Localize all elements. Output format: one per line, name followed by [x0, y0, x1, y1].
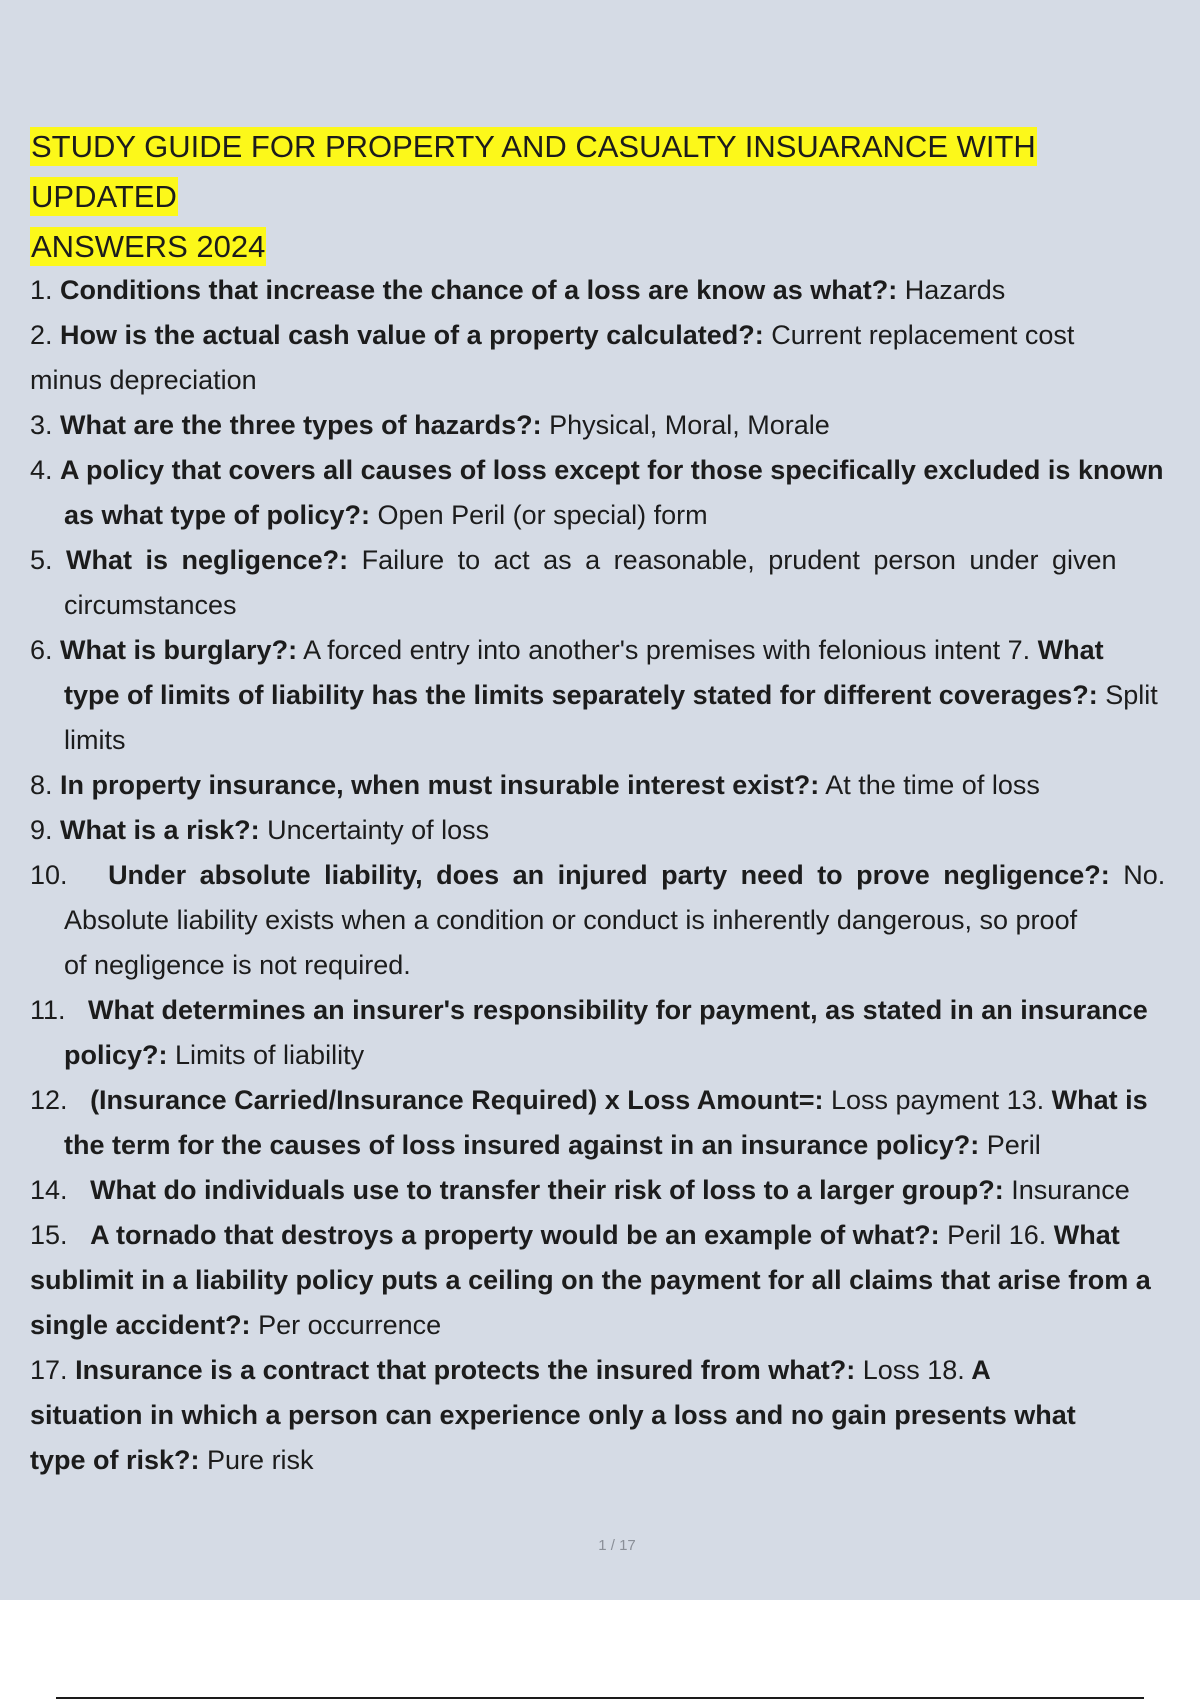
page-indicator: 1 / 17 [598, 1537, 636, 1554]
document-title [30, 122, 1180, 272]
item-number: 4. [30, 455, 53, 485]
question-text: Insurance is a contract that protects the insured from what?: [75, 1355, 856, 1385]
answer-text: Uncertainty of loss [259, 815, 490, 845]
question-text: type of risk?: [30, 1445, 200, 1475]
answer-text: Split [1097, 680, 1158, 710]
list-item [30, 763, 1200, 808]
answer-text: Peril [979, 1130, 1041, 1160]
answer-text: Peril 16. [939, 1220, 1047, 1250]
list-item [30, 268, 1200, 313]
question-text: the term for the causes of loss insured against in an insurance policy?: [64, 1130, 980, 1160]
answer-text: At the time of loss [819, 770, 1040, 800]
item-number: 8. [30, 770, 53, 800]
list-item [30, 403, 1200, 448]
question-text: A tornado that destroys a property would be an example of what?: [90, 1220, 940, 1250]
list-item [30, 1078, 1200, 1123]
answer-text: Insurance [1003, 1175, 1130, 1205]
question-text: situation in which a person can experience only a loss and no gain presents what [30, 1400, 1076, 1430]
question-text: single accident?: [30, 1310, 251, 1340]
list-item [30, 313, 1200, 358]
item-number: 1. [30, 275, 53, 305]
question-text: type of limits of liability has the limits separately stated for different coverages?: [64, 680, 1098, 710]
list-item [30, 448, 1200, 493]
list-item-continuation [30, 358, 1200, 403]
list-item-continuation [30, 1258, 1200, 1303]
item-number: 12. [30, 1085, 68, 1115]
title-line-2: ANSWERS 2024 [31, 229, 266, 264]
question-text: What determines an insurer's responsibility for payment, as stated in an insurance [88, 995, 1148, 1025]
horizontal-rule [56, 1697, 1144, 1699]
list-item-continuation [30, 718, 1200, 763]
question-text: What is [1044, 1085, 1148, 1115]
answer-text: No. [1109, 860, 1166, 890]
answer-text: Physical, Moral, Morale [541, 410, 830, 440]
item-number: 14. [30, 1175, 68, 1205]
question-text: A [964, 1355, 991, 1385]
list-item-continuation [30, 898, 1200, 943]
item-number: 5. [30, 545, 53, 575]
question-text: What [1046, 1220, 1120, 1250]
item-number: 9. [30, 815, 53, 845]
list-item-continuation [30, 1438, 1200, 1483]
item-number: 2. [30, 320, 53, 350]
question-text: as what type of policy?: [64, 500, 371, 530]
list-item-continuation [30, 673, 1200, 718]
answer-text: limits [64, 725, 126, 755]
question-text: Conditions that increase the chance of a loss are know as what?: [60, 275, 898, 305]
list-item-continuation [30, 493, 1200, 538]
answer-text: Loss 18. [855, 1355, 965, 1385]
title-line-1: STUDY GUIDE FOR PROPERTY AND CASUALTY INSUARANCE WITH UPDATED [31, 129, 1036, 214]
answer-text: Limits of liability [167, 1040, 365, 1070]
question-answer-list [30, 268, 1200, 1483]
list-item-continuation [30, 583, 1200, 628]
item-number: 11. [30, 995, 66, 1025]
list-item [30, 1348, 1200, 1393]
question-text: What do individuals use to transfer their risk of loss to a larger group?: [90, 1175, 1004, 1205]
answer-text: minus depreciation [30, 365, 257, 395]
list-item [30, 1213, 1200, 1258]
answer-text: Per occurrence [250, 1310, 442, 1340]
item-number: 10. [30, 860, 68, 890]
question-text: What is burglary?: [60, 635, 298, 665]
answer-text: A forced entry into another's premises with felonious intent 7. [297, 635, 1031, 665]
item-number: 6. [30, 635, 53, 665]
list-item [30, 853, 1200, 898]
list-item [30, 628, 1200, 673]
answer-text: Loss payment 13. [823, 1085, 1045, 1115]
list-item-continuation [30, 943, 1200, 988]
list-item-continuation [30, 1303, 1200, 1348]
list-item [30, 808, 1200, 853]
question-text: What are the three types of hazards?: [60, 410, 542, 440]
list-item-continuation [30, 1033, 1200, 1078]
answer-text: of negligence is not required. [64, 950, 411, 980]
item-number: 3. [30, 410, 53, 440]
question-text: In property insurance, when must insurable interest exist?: [60, 770, 820, 800]
list-item [30, 538, 1200, 583]
answer-text: Failure to act as a reasonable, prudent person under given [348, 545, 1117, 575]
question-text: policy?: [64, 1040, 168, 1070]
question-text: A policy that covers all causes of loss except for those specifically excluded is known [60, 455, 1164, 485]
list-item [30, 988, 1200, 1033]
question-text: What [1030, 635, 1104, 665]
item-number: 15. [30, 1220, 68, 1250]
question-text: How is the actual cash value of a property calculated?: [60, 320, 764, 350]
list-item [30, 1168, 1200, 1213]
answer-text: Absolute liability exists when a condition or conduct is inherently dangerous, so proof [64, 905, 1078, 935]
answer-text: Current replacement cost [763, 320, 1075, 350]
question-text: What is negligence?: [66, 545, 349, 575]
answer-text: circumstances [64, 590, 237, 620]
question-text: Under absolute liability, does an injured party need to prove negligence?: [108, 860, 1110, 890]
list-item-continuation [30, 1393, 1200, 1438]
answer-text: Open Peril (or special) form [370, 500, 708, 530]
item-number: 17. [30, 1355, 68, 1385]
question-text: (Insurance Carried/Insurance Required) x Loss Amount=: [90, 1085, 824, 1115]
question-text: sublimit in a liability policy puts a ceiling on the payment for all claims that arise from a [30, 1265, 1151, 1295]
question-text: What is a risk?: [60, 815, 260, 845]
answer-text: Pure risk [199, 1445, 314, 1475]
answer-text: Hazards [897, 275, 1006, 305]
list-item-continuation [30, 1123, 1200, 1168]
